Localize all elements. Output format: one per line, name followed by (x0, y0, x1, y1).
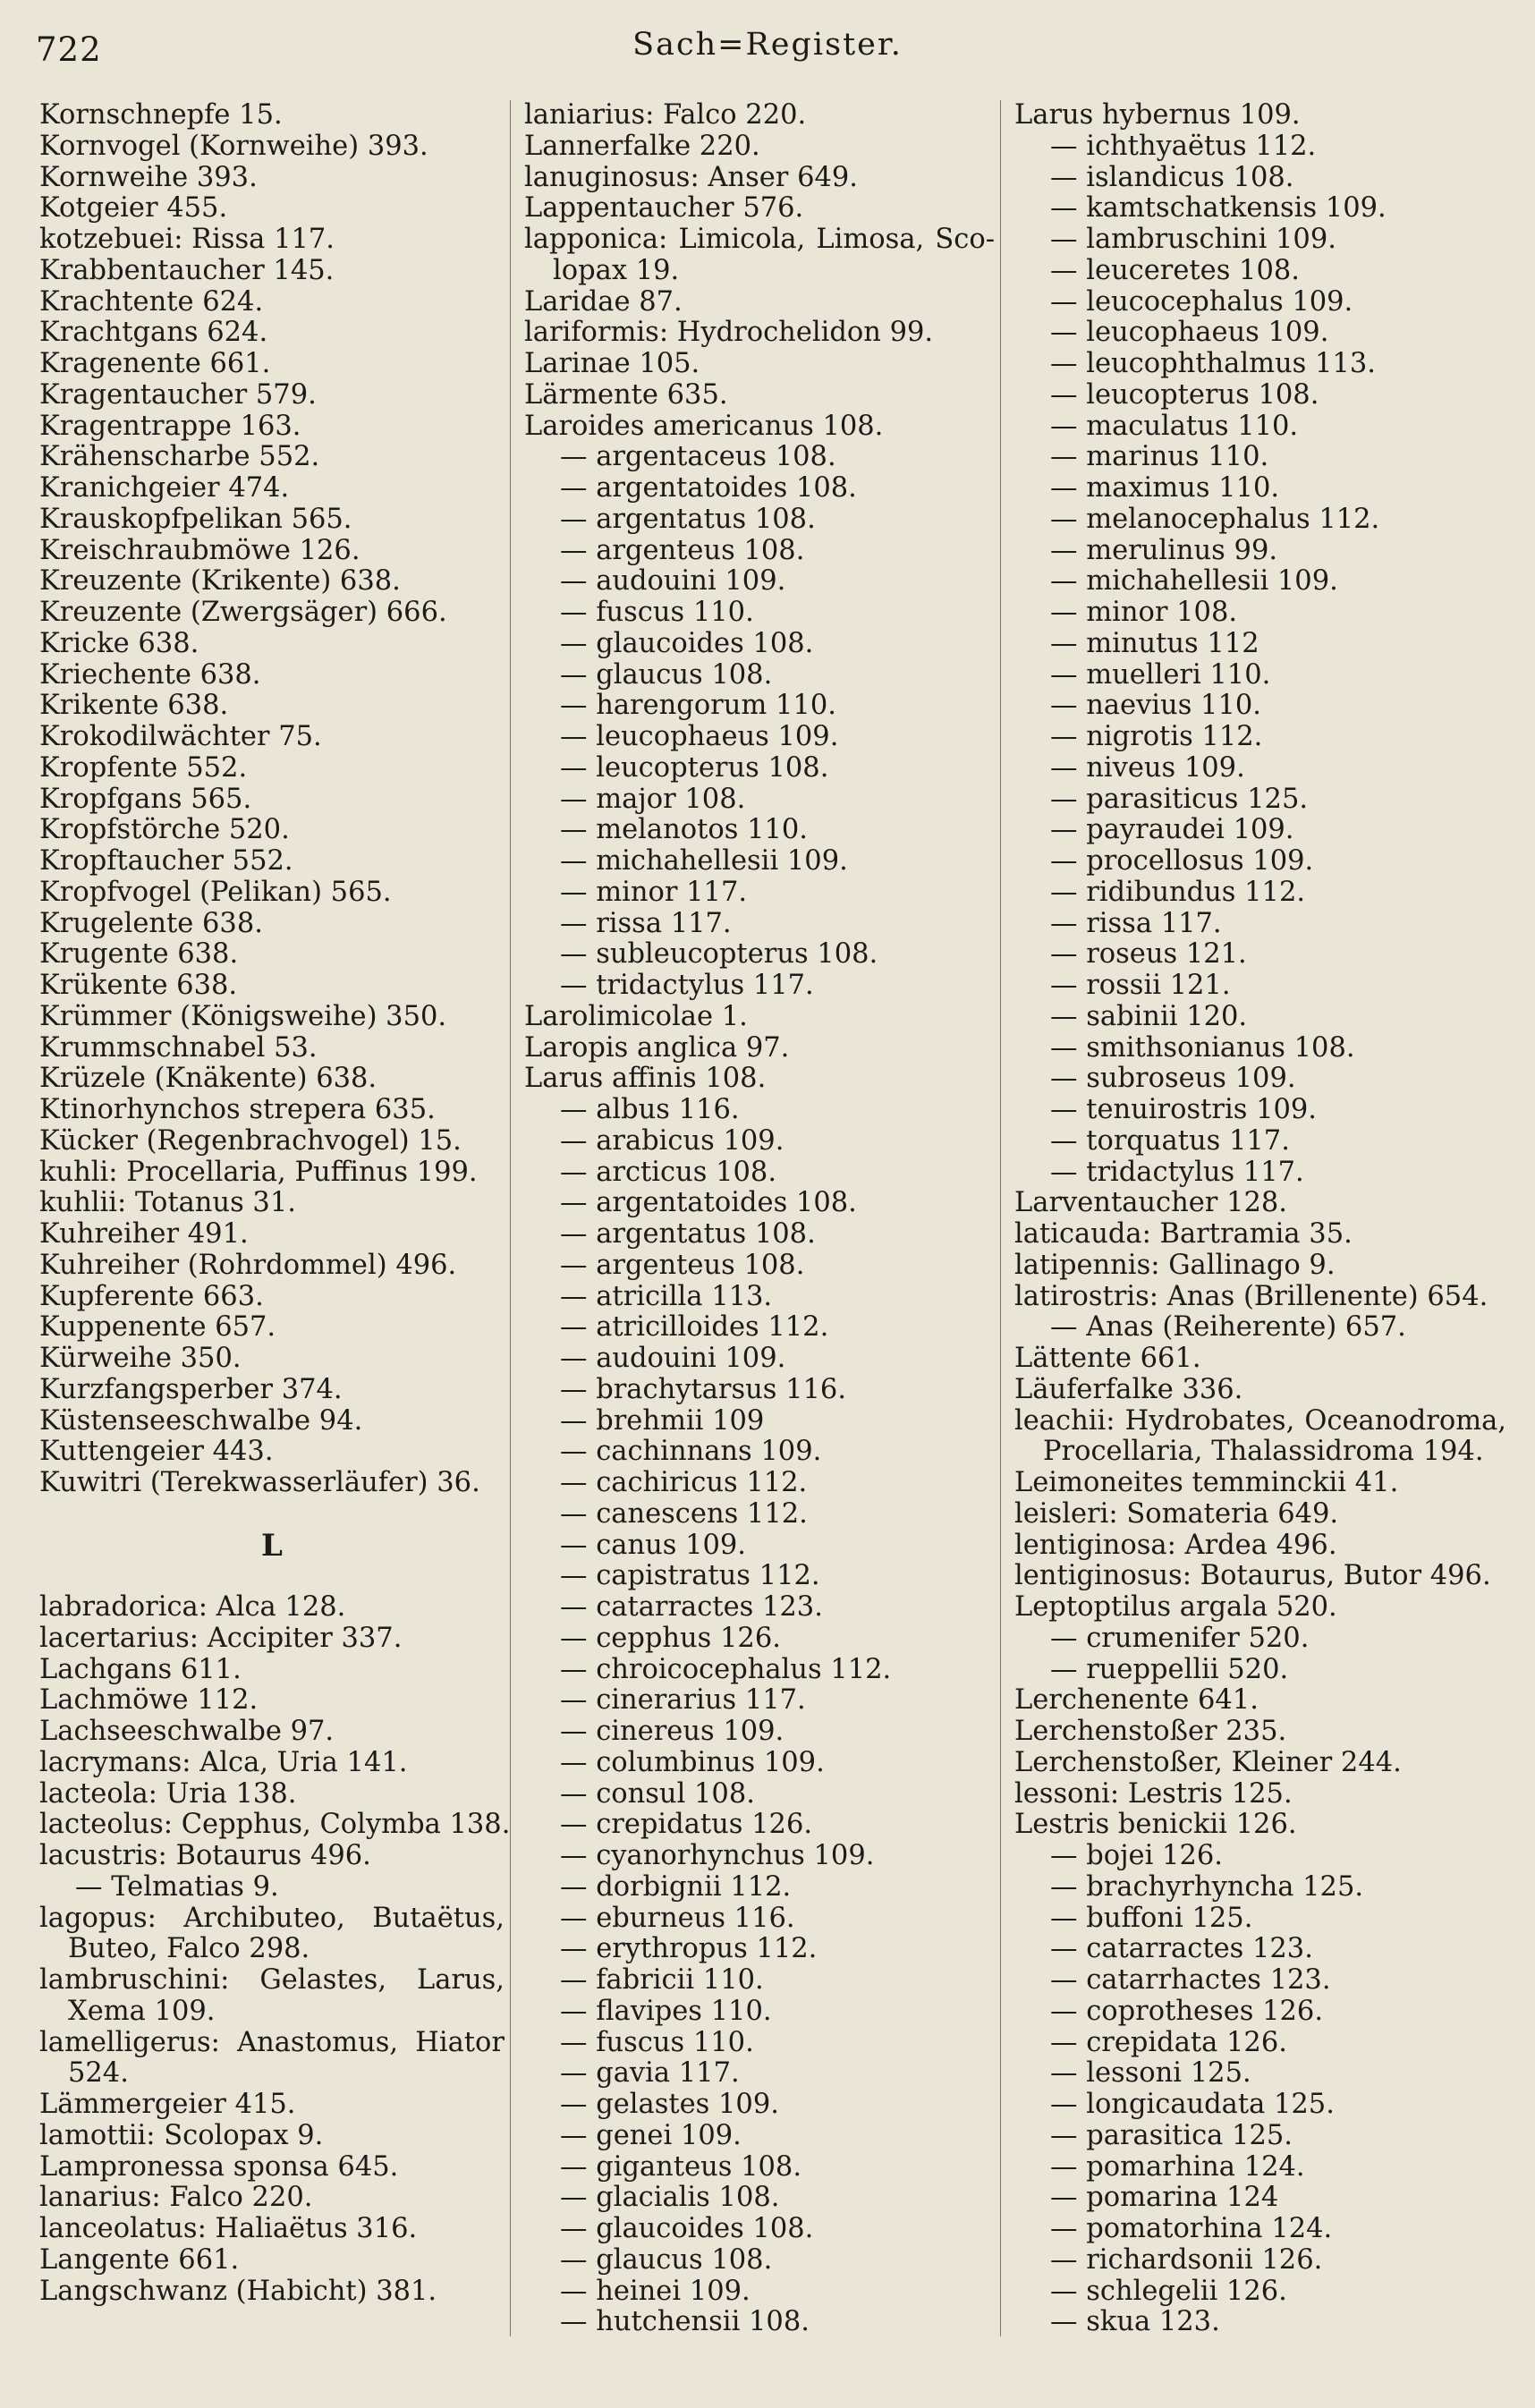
index-entry: Kriechente 638. (39, 658, 261, 691)
index-entry: Kürweihe 350. (39, 1343, 242, 1374)
index-entry: — tridactylus 117. (560, 970, 814, 1001)
index-entry: Laroides americanus 108. (524, 410, 884, 442)
index-entry: Buteo, Falco 298. (68, 1933, 310, 1965)
index-entry: — arabicus 109. (560, 1124, 784, 1157)
index-entry: kotzebuei: Rissa 117. (39, 224, 335, 255)
index-entry: — heinei 109. (560, 2275, 751, 2307)
index-entry: — consul 108. (560, 1777, 755, 1810)
index-entry: — leucophaeus 109. (1050, 317, 1329, 349)
index-entry: — crepidata 126. (1050, 2026, 1287, 2058)
index-entry: — pomarina 124 (1050, 2182, 1279, 2214)
index-entry: — richardsonii 126. (1050, 2243, 1323, 2276)
index-entry: — gavia 117. (560, 2057, 740, 2090)
index-entry: — melanocephalus 112. (1050, 503, 1380, 535)
index-entry: Lerchenente 641. (1014, 1684, 1259, 1717)
index-entry: Kragentaucher 579. (39, 378, 317, 411)
index-entry: — leucocephalus 109. (1050, 285, 1353, 318)
index-entry: — rossii 121. (1050, 970, 1231, 1001)
index-entry: — tenuirostris 109. (1050, 1094, 1317, 1125)
index-entry: lopax 19. (553, 254, 680, 286)
index-entry: — skua 123. (1050, 2306, 1220, 2338)
index-entry: — argentaceus 108. (560, 441, 836, 473)
index-entry: Kotgeier 455. (39, 192, 228, 225)
index-entry: Krähenscharbe 552. (39, 441, 320, 473)
index-entry: — bojei 126. (1050, 1840, 1223, 1871)
section-letter-heading: L (261, 1527, 283, 1564)
index-entry: lagopus: Archibuteo, Butaëtus, (39, 1902, 505, 1934)
index-entry: Lättente 661. (1014, 1343, 1201, 1374)
index-entry: — argentatoides 108. (560, 1187, 857, 1219)
index-entry: — parasiticus 125. (1050, 783, 1309, 815)
index-entry: — albus 116. (560, 1094, 740, 1125)
index-entry: — lambruschini 109. (1050, 224, 1336, 255)
index-entry: — chroicocephalus 112. (560, 1653, 892, 1685)
index-entry: — argenteus 108. (560, 534, 805, 566)
index-column-1 (39, 99, 511, 2307)
index-entry: — brachyrhyncha 125. (1050, 1870, 1364, 1903)
index-entry: — pomatorhina 124. (1050, 2213, 1333, 2244)
index-entry: — glaucoides 108. (560, 2213, 814, 2244)
index-entry: Lerchenstoßer 235. (1014, 1716, 1287, 1747)
index-entry: — cachinnans 109. (560, 1436, 822, 1468)
index-entry: Lachgans 611. (39, 1653, 242, 1685)
index-entry: — payraudei 109. (1050, 814, 1294, 846)
index-entry: — glaucus 108. (560, 2243, 773, 2276)
index-entry: — minutus 112 (1050, 627, 1259, 659)
index-entry: — leucophaeus 109. (560, 721, 839, 752)
index-entry: — fabricii 110. (560, 1964, 764, 1996)
index-entry: Krüzele (Knäkente) 638. (39, 1063, 377, 1095)
index-entry: — rissa 117. (1050, 907, 1222, 939)
index-entry: Laridae 87. (524, 285, 683, 318)
index-entry: — longicaudata 125. (1050, 2089, 1335, 2120)
index-entry: Kupferente 663. (39, 1280, 264, 1312)
page-number: 722 (36, 30, 102, 69)
index-entry: — subleucopterus 108. (560, 938, 878, 971)
index-entry: — lessoni 125. (1050, 2057, 1251, 2090)
index-entry: — niveus 109. (1050, 751, 1245, 784)
index-entry: Larus hybernus 109. (1014, 99, 1301, 131)
index-entry: — argentatus 108. (560, 503, 816, 535)
index-entry: Xema 109. (68, 1995, 216, 2027)
index-entry: Kuhreiher (Rohrdommel) 496. (39, 1249, 457, 1281)
index-entry: lacustris: Botaurus 496. (39, 1840, 371, 1871)
index-entry: labradorica: Alca 128. (39, 1591, 346, 1623)
index-entry: — leucopterus 108. (1050, 378, 1319, 411)
index-entry: Procellaria, Thalassidroma 194. (1043, 1436, 1484, 1468)
index-entry: — minor 117. (560, 876, 748, 908)
index-column-2 (524, 100, 995, 2338)
index-entry: — pomarhina 124. (1050, 2150, 1305, 2183)
index-entry: — atricilloides 112. (560, 1311, 829, 1344)
index-entry: Kreischraubmöwe 126. (39, 534, 360, 566)
index-entry: — argentatoides 108. (560, 472, 857, 504)
index-entry: — muelleri 110. (1050, 658, 1271, 691)
index-entry: Kropfgans 565. (39, 783, 252, 815)
index-entry: Kornweihe 393. (39, 161, 258, 193)
index-entry: Larolimicolae 1. (524, 1000, 748, 1032)
index-entry: Lannerfalke 220. (524, 130, 760, 162)
index-entry: 524. (68, 2057, 129, 2090)
index-entry: — nigrotis 112. (1050, 721, 1263, 752)
index-entry: — leucophthalmus 113. (1050, 348, 1376, 379)
index-entry: — arcticus 108. (560, 1156, 777, 1188)
index-entry: lentiginosa: Ardea 496. (1014, 1529, 1337, 1561)
index-entry: Kuhreiher 491. (39, 1218, 249, 1250)
index-entry: — roseus 121. (1050, 938, 1247, 971)
index-entry: Langschwanz (Habicht) 381. (39, 2275, 437, 2307)
index-entry: — cachiricus 112. (560, 1467, 808, 1498)
index-entry: — maculatus 110. (1050, 410, 1299, 442)
index-entry: — eburneus 116. (560, 1902, 795, 1934)
column-rule-right (1000, 100, 1001, 2336)
index-entry: Lappentaucher 576. (524, 192, 804, 225)
index-entry: — argentatus 108. (560, 1218, 816, 1250)
index-entry: Laropis anglica 97. (524, 1031, 790, 1064)
index-entry: Kragenente 661. (39, 348, 271, 379)
index-entry: — cinereus 109. (560, 1716, 784, 1747)
index-entry: laticauda: Bartramia 35. (1014, 1218, 1353, 1250)
index-entry: latipennis: Gallinago 9. (1014, 1249, 1336, 1281)
index-entry: — crumenifer 520. (1050, 1622, 1310, 1654)
column-rule-left (510, 100, 511, 2336)
index-entry: lamelligerus: Anastomus, Hiator (39, 2026, 505, 2058)
index-entry: lanceolatus: Haliaëtus 316. (39, 2213, 418, 2244)
index-entry: — torquatus 117. (1050, 1124, 1290, 1157)
running-head: Sach=Register. (632, 27, 903, 63)
index-entry: Langente 661. (39, 2243, 240, 2276)
index-entry: Kragentrappe 163. (39, 410, 301, 442)
index-entry: — erythropus 112. (560, 1933, 818, 1965)
index-entry: — hutchensii 108. (560, 2306, 810, 2338)
index-entry: — parasitica 125. (1050, 2119, 1293, 2151)
index-entry: lambruschini: Gelastes, Larus, (39, 1964, 505, 1996)
index-entry: kuhli: Procellaria, Puffinus 199. (39, 1156, 478, 1188)
index-entry: — leuceretes 108. (1050, 254, 1300, 286)
index-entry: Leptoptilus argala 520. (1014, 1591, 1337, 1623)
index-entry: — marinus 110. (1050, 441, 1269, 473)
index-entry: Krümmer (Königsweihe) 350. (39, 1000, 447, 1032)
index-entry: — cyanorhynchus 109. (560, 1840, 875, 1871)
index-entry: — canescens 112. (560, 1497, 808, 1530)
index-entry: Lampronessa sponsa 645. (39, 2150, 399, 2183)
index-entry: Kropfvogel (Pelikan) 565. (39, 876, 392, 908)
index-entry: — catarractes 123. (560, 1591, 823, 1623)
index-entry: Krugente 638. (39, 938, 239, 971)
index-entry: Krugelente 638. (39, 907, 263, 939)
index-entry: — Telmatias 9. (75, 1870, 279, 1903)
index-entry: — columbinus 109. (560, 1746, 825, 1778)
index-entry: Krachtente 624. (39, 285, 264, 318)
index-entry: lamottii: Scolopax 9. (39, 2119, 324, 2151)
index-entry: — dorbignii 112. (560, 1870, 792, 1903)
index-entry: latirostris: Anas (Brillenente) 654. (1014, 1280, 1488, 1312)
index-entry: — glacialis 108. (560, 2182, 780, 2214)
index-entry: — catarractes 123. (1050, 1933, 1313, 1965)
index-entry: Kreuzente (Zwergsäger) 666. (39, 597, 447, 628)
index-entry: Kropfstörche 520. (39, 814, 290, 846)
index-entry: — smithsonianus 108. (1050, 1031, 1355, 1064)
index-entry: — ridibundus 112. (1050, 876, 1306, 908)
index-entry: kuhlii: Totanus 31. (39, 1187, 296, 1219)
index-entry: — coprotheses 126. (1050, 1995, 1324, 2027)
index-entry: Krauskopfpelikan 565. (39, 503, 352, 535)
index-entry: lanarius: Falco 220. (39, 2182, 313, 2214)
index-entry: — glaucus 108. (560, 658, 773, 691)
index-entry: leisleri: Somateria 649. (1014, 1497, 1339, 1530)
index-entry: Kropfente 552. (39, 751, 248, 784)
index-entry: — catarrhactes 123. (1050, 1964, 1331, 1996)
index-entry: Kricke 638. (39, 627, 199, 659)
index-entry: — michahellesii 109. (1050, 565, 1338, 598)
index-entry: Lerchenstoßer, Kleiner 244. (1014, 1746, 1402, 1778)
index-entry: Krikente 638. (39, 690, 229, 722)
index-entry: Kuppenente 657. (39, 1311, 276, 1344)
index-entry: — atricilla 113. (560, 1280, 773, 1312)
index-entry: — buffoni 125. (1050, 1902, 1253, 1934)
index-entry: Krummschnabel 53. (39, 1031, 318, 1064)
index-entry: — giganteus 108. (560, 2150, 802, 2183)
index-entry: — argenteus 108. (560, 1249, 805, 1281)
index-entry: lanuginosus: Anser 649. (524, 161, 858, 193)
index-entry: — glaucoides 108. (560, 627, 814, 659)
index-entry: — procellosus 109. (1050, 845, 1314, 877)
index-entry: Lämmergeier 415. (39, 2089, 296, 2120)
index-entry: Krachtgans 624. (39, 317, 268, 349)
index-entry: Kuwitri (Terekwasserläufer) 36. (39, 1467, 480, 1498)
index-entry: Kuttengeier 443. (39, 1436, 274, 1468)
index-entry: — naevius 110. (1050, 690, 1261, 722)
index-entry: — major 108. (560, 783, 746, 815)
index-entry: — fuscus 110. (560, 597, 754, 628)
index-entry: lariformis: Hydrochelidon 99. (524, 317, 934, 349)
index-entry: Kurzfangsperber 374. (39, 1373, 343, 1405)
index-entry: — islandicus 108. (1050, 161, 1294, 193)
index-entry: — brachytarsus 116. (560, 1373, 847, 1405)
index-entry: — crepidatus 126. (560, 1809, 813, 1841)
index-entry: — audouini 109. (560, 1343, 786, 1374)
index-entry: Kranichgeier 474. (39, 472, 290, 504)
index-entry: — ichthyaëtus 112. (1050, 130, 1317, 162)
index-entry: — Anas (Reiherente) 657. (1050, 1311, 1406, 1344)
index-entry: — rissa 117. (560, 907, 732, 939)
index-entry: Läuferfalke 336. (1014, 1373, 1243, 1405)
index-column-3 (1014, 100, 1506, 2338)
index-entry: Kropftaucher 552. (39, 845, 293, 877)
index-entry: — minor 108. (1050, 597, 1238, 628)
index-entry: lacteola: Uria 138. (39, 1777, 297, 1810)
index-entry: lacteolus: Cepphus, Colymba 138. (39, 1809, 511, 1841)
index-entry: — sabinii 120. (1050, 1000, 1248, 1032)
index-entry: — brehmii 109 (560, 1404, 765, 1437)
index-entry: — harengorum 110. (560, 690, 836, 722)
index-entry: Larventaucher 128. (1014, 1187, 1287, 1219)
index-entry: — melanotos 110. (560, 814, 808, 846)
index-entry: lessoni: Lestris 125. (1014, 1777, 1293, 1810)
index-entry: — kamtschatkensis 109. (1050, 192, 1387, 225)
index-entry: Kornschnepfe 15. (39, 99, 283, 131)
index-entry: Leimoneites temminckii 41. (1014, 1467, 1399, 1498)
index-entry: — audouini 109. (560, 565, 786, 598)
index-entry: Küstenseeschwalbe 94. (39, 1404, 363, 1437)
index-entry: Kreuzente (Krikente) 638. (39, 565, 401, 598)
index-entry: — merulinus 99. (1050, 534, 1278, 566)
index-entry: Larinae 105. (524, 348, 700, 379)
index-entry: Kornvogel (Kornweihe) 393. (39, 130, 428, 162)
index-entry: — cepphus 126. (560, 1622, 781, 1654)
index-entry: — canus 109. (560, 1529, 747, 1561)
index-entry: leachii: Hydrobates, Oceanodroma, (1014, 1404, 1506, 1437)
index-entry: lapponica: Limicola, Limosa, Sco- (524, 224, 995, 255)
index-entry: Lachseeschwalbe 97. (39, 1716, 335, 1747)
index-entry: Lärmente 635. (524, 378, 728, 411)
index-entry: Krokodilwächter 75. (39, 721, 322, 752)
index-entry: laniarius: Falco 220. (524, 99, 807, 131)
index-entry: — maximus 110. (1050, 472, 1280, 504)
index-entry: — schlegelii 126. (1050, 2275, 1287, 2307)
index-entry: lentiginosus: Botaurus, Butor 496. (1014, 1560, 1491, 1592)
index-entry: — flavipes 110. (560, 1995, 772, 2027)
index-entry: — capistratus 112. (560, 1560, 820, 1592)
index-entry: — rueppellii 520. (1050, 1653, 1289, 1685)
index-entry: — michahellesii 109. (560, 845, 848, 877)
index-entry: lacrymans: Alca, Uria 141. (39, 1746, 408, 1778)
index-entry: — cinerarius 117. (560, 1684, 806, 1717)
index-entry: Larus affinis 108. (524, 1063, 767, 1095)
index-entry: Lachmöwe 112. (39, 1684, 259, 1717)
index-entry: — genei 109. (560, 2119, 742, 2151)
index-entry: Krabbentaucher 145. (39, 254, 335, 286)
index-entry: — tridactylus 117. (1050, 1156, 1304, 1188)
index-entry: lacertarius: Accipiter 337. (39, 1622, 403, 1654)
index-entry: — fuscus 110. (560, 2026, 754, 2058)
index-entry: — leucopterus 108. (560, 751, 829, 784)
index-entry: — gelastes 109. (560, 2089, 779, 2120)
index-entry: Ktinorhynchos strepera 635. (39, 1094, 436, 1125)
index-entry: Krükente 638. (39, 970, 238, 1001)
index-entry: Kücker (Regenbrachvogel) 15. (39, 1124, 462, 1157)
index-entry: Lestris benickii 126. (1014, 1809, 1297, 1841)
index-entry: — subroseus 109. (1050, 1063, 1296, 1095)
